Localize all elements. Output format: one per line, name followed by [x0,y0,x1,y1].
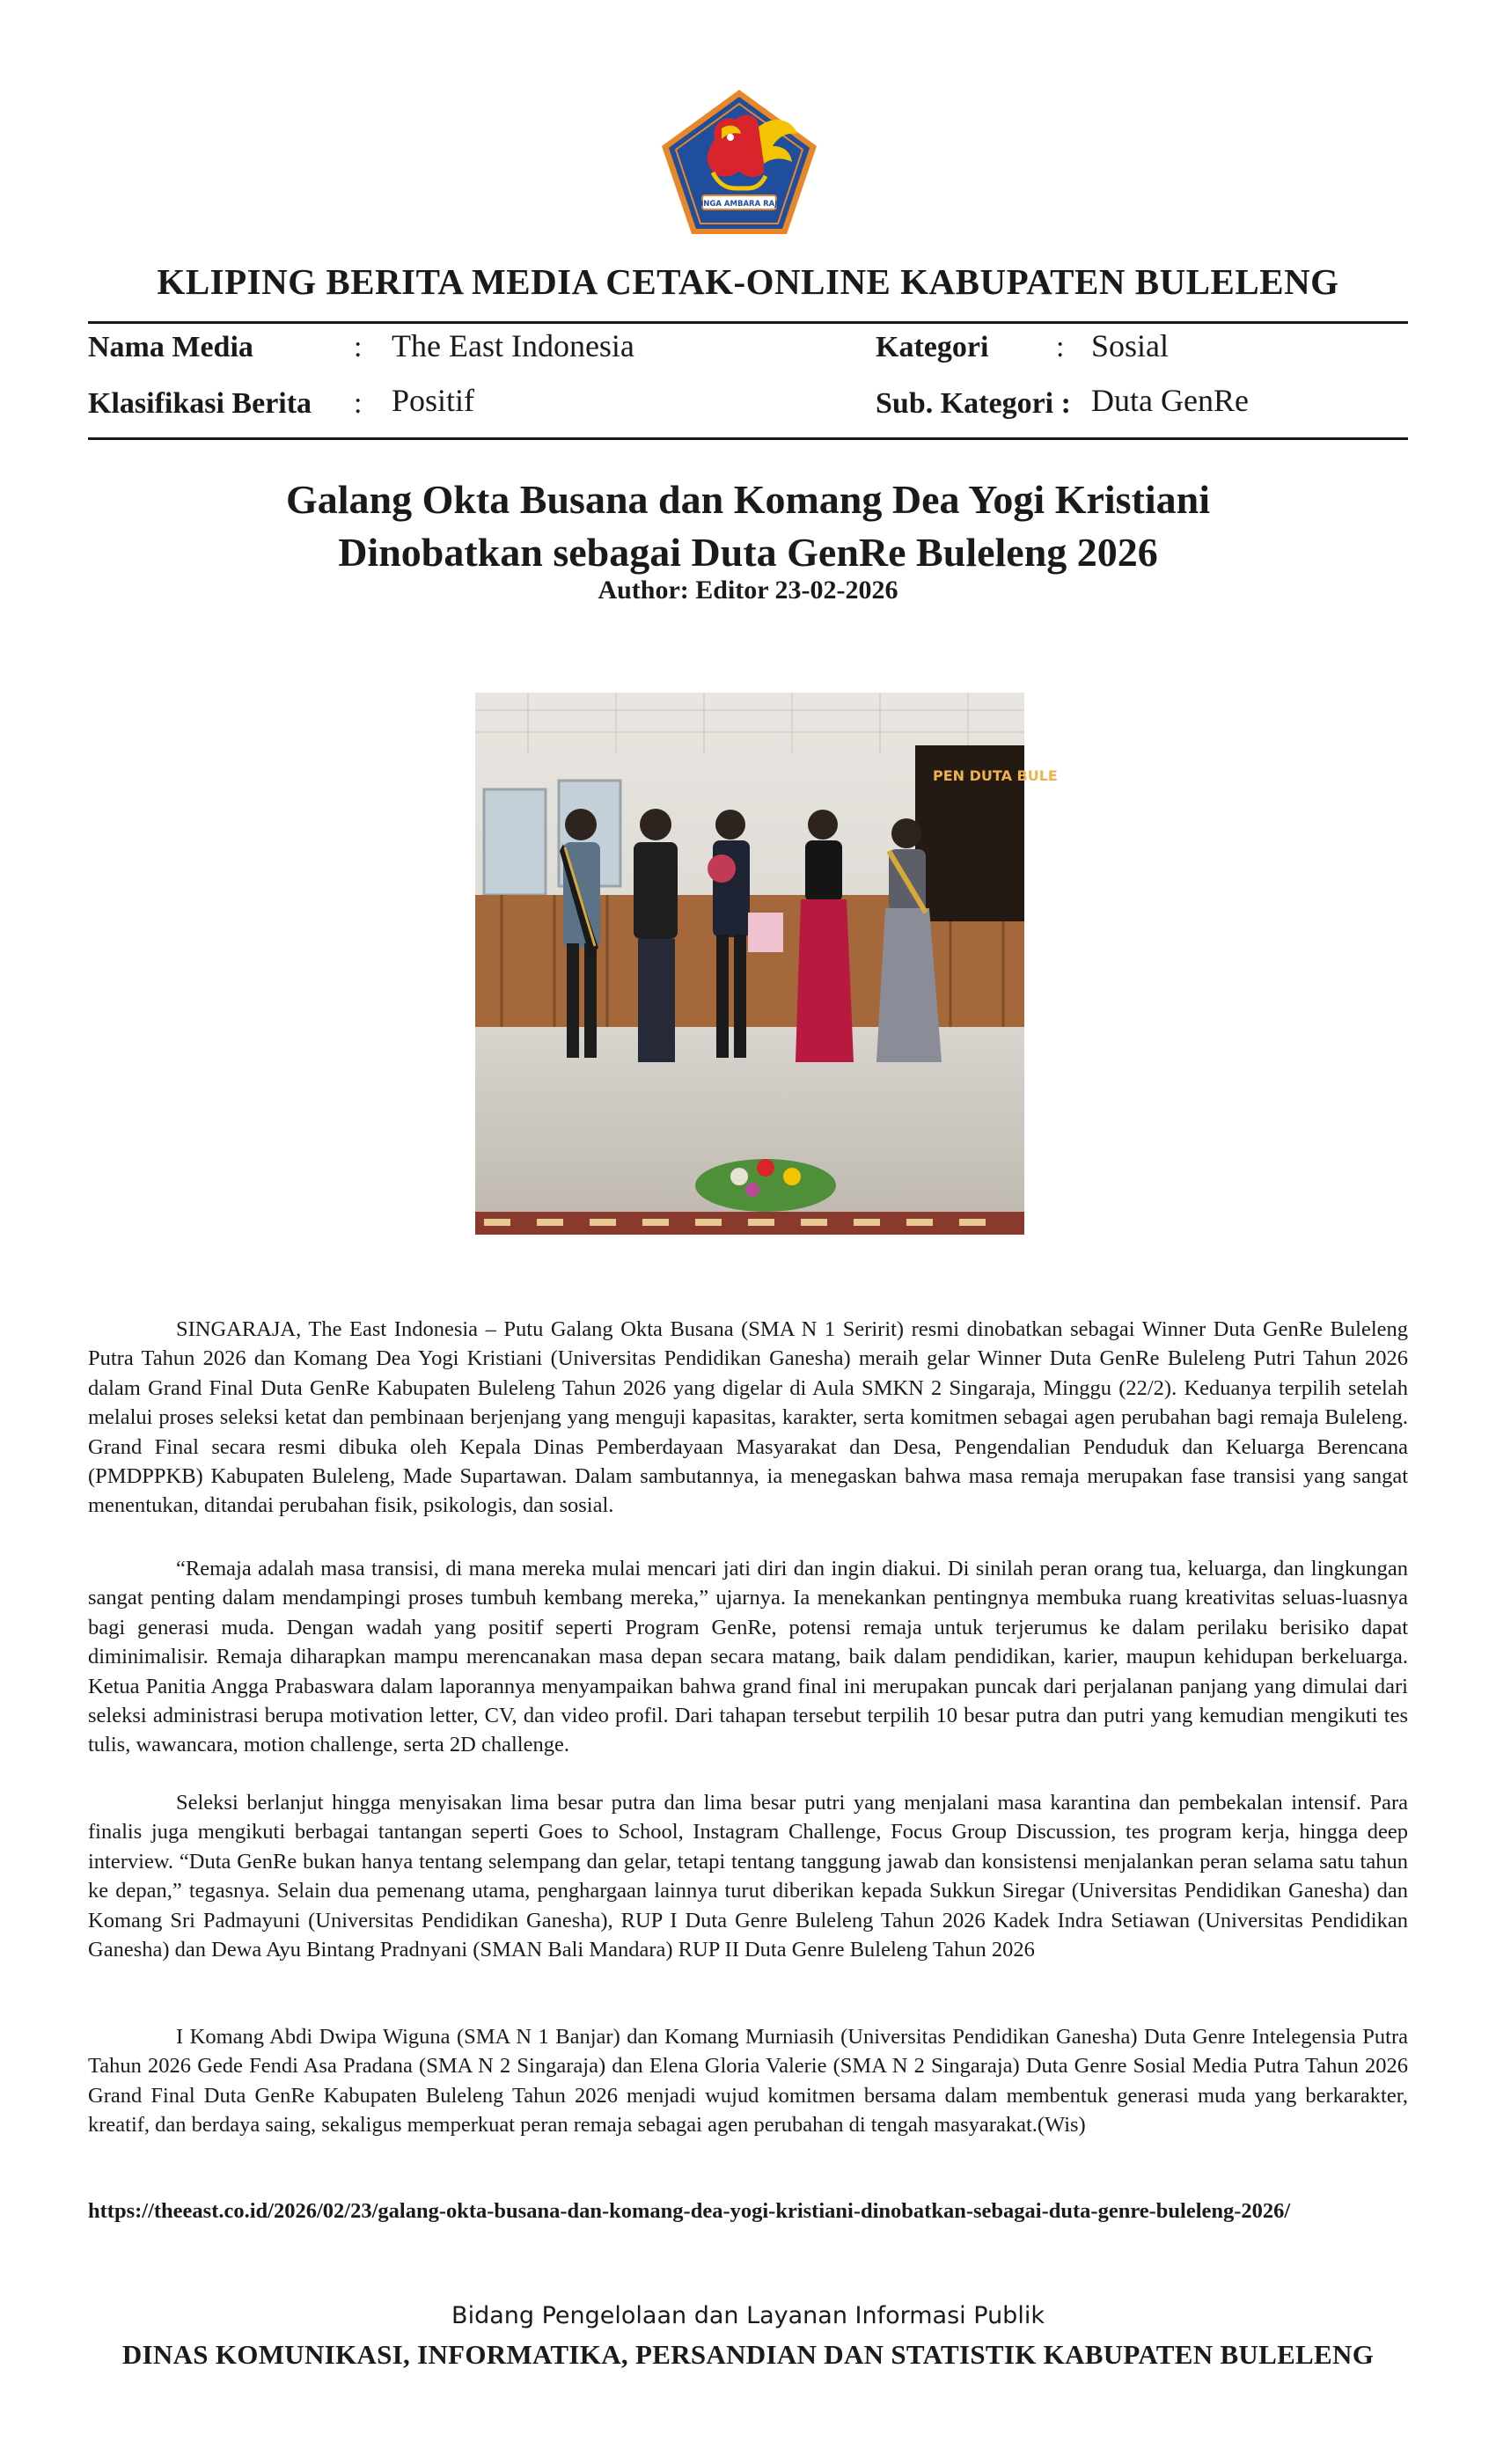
header-bottom-rule [88,437,1408,440]
category-value: Sosial [1091,328,1170,363]
header-top-rule [88,321,1408,324]
footer-agency: DINAS KOMUNIKASI, INFORMATIKA, PERSANDIAN DAN STATISTIK KABUPATEN BULELENG [121,2339,1375,2370]
media-name-label: Nama Media [88,331,253,363]
article-paragraph-2: “Remaja adalah masa transisi, di mana mereka mulai mencari jati diri dan ingin diakui. Di sinilah peran orang tua, keluarga, dan lingkungan sangat penting dalam mendampingi proses tumbuh kembang mereka,” ujarnya. Ia menekankan pentingnya membuka ruang kreativitas seluas-luasnya bagi generasi muda. Dengan wadah yang positif seperti Program GenRe, potensi remaja untuk terjerumus ke dalam perilaku berisiko dapat diminimalisir. Remaja diharapkan mampu merencanakan masa depan secara matang, baik dalam pendidikan, karier, maupun kehidupan berkeluarga. Ketua Panitia Angga Prabaswara dalam laporannya menyampaikan bahwa grand final ini merupakan puncak dari perjalanan panjang yang dimulai dari seleksi administrasi berupa motivation letter, CV, dan video profil. Dari tahapan tersebut terpilih 10 besar putra dan putri yang kemudian mengikuti tes tulis, wawancara, motion challenge, serta 2D challenge. [88,1557,1408,1757]
category-colon: : [1056,331,1065,363]
source-url-link[interactable]: https://theeast.co.id/2026/02/23/galang-okta-busana-dan-komang-dea-yogi-kristiani-dinobatkan-sebagai-duta-genre-buleleng-2026/ [88,2199,1291,2223]
regency-crest-logo [660,88,818,236]
article-author-date: Author: Editor 23-02-2026 [598,576,898,605]
article-paragraph-1: SINGARAJA, The East Indonesia – Putu Galang Okta Busana (SMA N 1 Seririt) resmi dinobatkan sebagai Winner Duta GenRe Buleleng Putra Tahun 2026 dan Komang Dea Yogi Kristiani (Universitas Pendidikan Ganesha) meraih gelar Winner Duta GenRe Buleleng Putri Tahun 2026 dalam Grand Final Duta GenRe Kabupaten Buleleng Tahun 2026 yang digelar di Aula SMKN 2 Singaraja, Minggu (22/2). Keduanya terpilih setelah melalui proses seleksi ketat dan pembinaan berjenjang yang menguji kapasitas, karakter, serta komitmen sebagai agen perubahan bagi remaja Buleleng. Grand Final secara resmi dibuka oleh Kepala Dinas Pemberdayaan Masyarakat dan Desa, Pengendalian Penduduk dan Keluarga Berencana (PMDPPKB) Kabupaten Buleleng, Made Supartawan. Dalam sambutannya, ia menegaskan bahwa masa remaja merupakan fase transisi yang sangat menentukan, ditandai perubahan fisik, psikologis, dan sosial. [88,1317,1408,1518]
news-classification-label: Klasifikasi Berita [88,387,312,420]
article-title-line1: Galang Okta Busana dan Komang Dea Yogi Kristiani [285,477,1211,522]
news-classification-value: Positif [392,383,475,418]
sub-category-label: Sub. Kategori : [876,387,1071,420]
media-name-colon: : [354,331,363,363]
article-title [88,473,1408,579]
clipping-header-title: KLIPING BERITA MEDIA CETAK-ONLINE KABUPATEN BULELENG [157,261,1339,302]
article-title-line2: Dinobatkan sebagai Duta GenRe Buleleng 2026 [338,530,1158,575]
category-label: Kategori [876,331,989,363]
article-paragraph-3: Seleksi berlanjut hingga menyisakan lima besar putra dan lima besar putri yang menjalani masa karantina dan pembekalan intensif. Para finalis juga mengikuti berbagai tantangan seperti Goes to School, Instagram Challenge, Focus Group Discussion, tes program kerja, hingga deep interview. “Duta GenRe bukan hanya tentang selempang dan gelar, tetapi tentang tanggung jawab dan konsistensi menjalankan peran selama satu tahun ke depan,” tegasnya. Selain dua pemenang utama, penghargaan lainnya turut diberikan kepada Sukkun Siregar (Universitas Pendidikan Ganesha) dan Komang Sri Padmayuni (Universitas Pendidikan Ganesha), RUP I Duta Genre Buleleng Tahun 2026 Kadek Indra Setiawan (Universitas Pendidikan Ganesha) dan Dewa Ayu Bintang Pradnyani (SMAN Bali Mandara) RUP II Duta Genre Buleleng Tahun 2026 [88,1791,1408,1962]
article-paragraph-4: I Komang Abdi Dwipa Wiguna (SMA N 1 Banjar) dan Komang Murniasih (Universitas Pendidikan Ganesha) Duta Genre Intelegensia Putra Tahun 2026 Gede Fendi Asa Pradana (SMA N 2 Singaraja) dan Elena Gloria Valerie (SMA N 2 Singaraja) Duta Genre Sosial Media Putra Tahun 2026 Grand Final Duta GenRe Kabupaten Buleleng Tahun 2026 menjadi wujud komitmen bersama dalam membentuk generasi muda yang berkarakter, kreatif, dan berdaya saing, sekaligus memperkuat peran remaja sebagai agen perubahan di tengah masyarakat.(Wis) [88,2025,1408,2138]
photo-banner-text: PEN DUTA BULE [933,767,1058,784]
article-photo [475,693,1058,1235]
news-classification-colon: : [354,387,363,420]
lion-crest-icon [660,88,818,236]
crest-motto: SINGA AMBARA RAJA [695,200,783,209]
media-name-value: The East Indonesia [392,328,634,363]
footer-division: Bidang Pengelolaan dan Layanan Informasi Publik [451,2302,1045,2329]
sub-category-value: Duta GenRe [1091,383,1249,418]
